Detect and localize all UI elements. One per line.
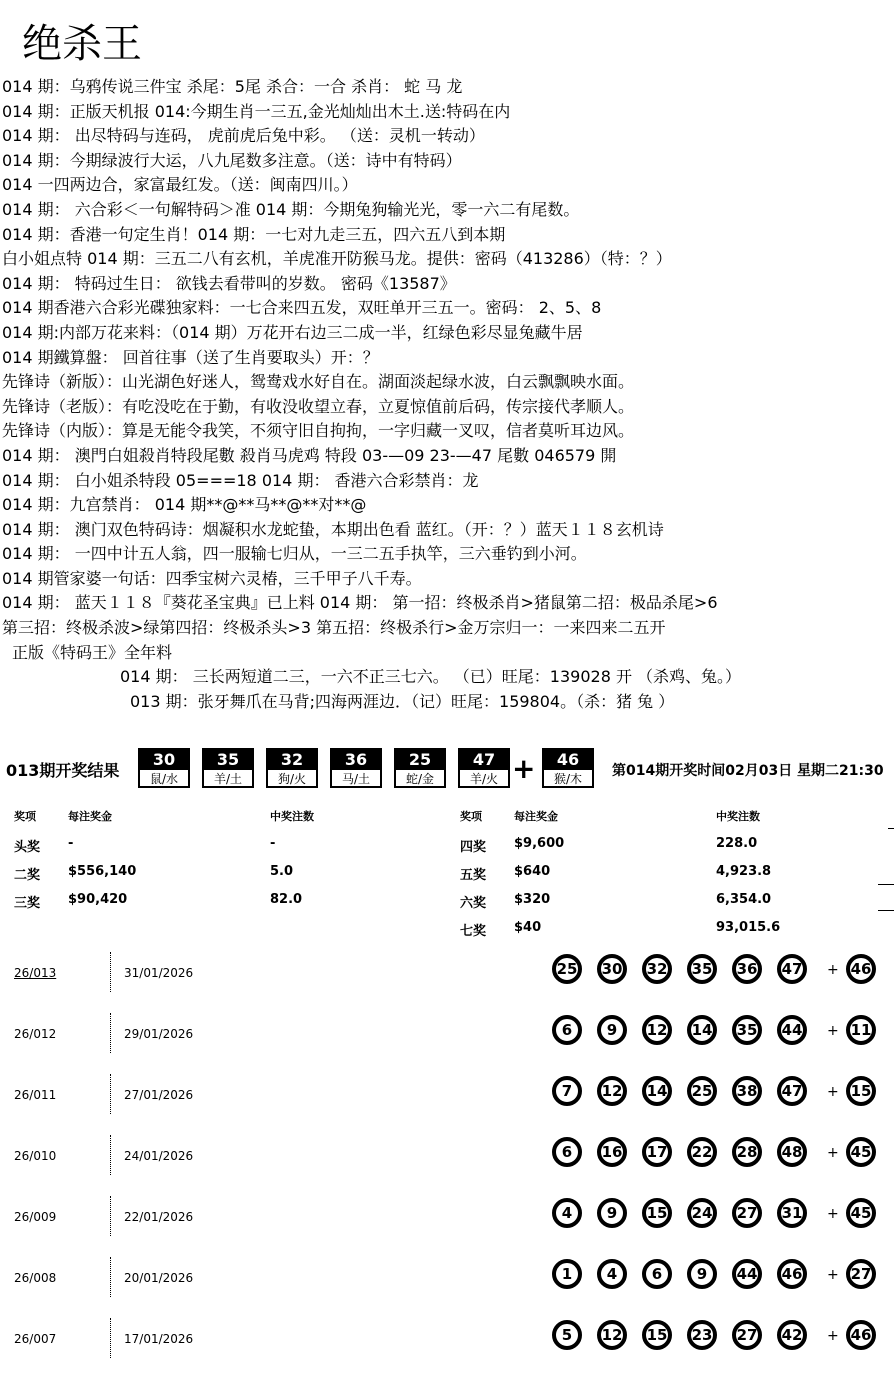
prediction-line: 014 期： 澳門白姐殺肖特段尾數 殺肖马虎鸡 特段 03-—09 23-—47 尾數 046579 開	[2, 445, 617, 465]
prediction-line: 014 期：正版天机报 014:今期生肖一三五,金光灿灿出木土.送:特码在内	[2, 101, 511, 121]
history-special-ball: 45	[846, 1198, 876, 1228]
prize-winners: 228.0	[716, 836, 758, 851]
prediction-line: 先锋诗（新版）：山光湖色好迷人，鸳鸯戏水好自在。湖面淡起绿水波，白云飘飘映水面。	[2, 372, 635, 392]
prize-header-amount: 每注奖金	[514, 810, 558, 823]
draw-ball	[330, 748, 382, 788]
prize-table	[0, 806, 894, 939]
history-issue: 26/010	[14, 1149, 57, 1163]
history-plus: +	[827, 1023, 839, 1039]
draw-ball	[138, 748, 190, 788]
draw-ball	[202, 748, 254, 788]
history-row	[0, 1186, 894, 1246]
history-plus: +	[827, 1267, 839, 1283]
history-ball: 25	[687, 1076, 717, 1106]
history-divider	[110, 952, 111, 992]
ball-number: 47	[460, 750, 508, 770]
prize-level: 四奖	[460, 840, 487, 855]
draw-special-ball	[542, 748, 594, 788]
prediction-line: 014 期鐵算盤： 回首往事（送了生肖要取头）开：？	[2, 347, 379, 367]
history-special-ball: 46	[846, 954, 876, 984]
prediction-line: 014 期：香港一句定生肖！014 期：一七对九走三五，四六五八到本期	[2, 224, 506, 244]
history-plus: +	[827, 1328, 839, 1344]
history-issue: 26/008	[14, 1271, 57, 1285]
prediction-lines	[2, 75, 892, 714]
history-special-ball: 15	[846, 1076, 876, 1106]
history-date: 22/01/2026	[124, 1210, 194, 1224]
history-date: 20/01/2026	[124, 1271, 194, 1285]
history-special-ball: 27	[846, 1259, 876, 1289]
history-ball: 27	[732, 1198, 762, 1228]
history-ball: 32	[642, 954, 672, 984]
prediction-line: 014 期： 三长两短道二三，一六不正三七六。 （已）旺尾：139028 开 （杀鸡、兔。）	[120, 667, 742, 687]
history-date: 27/01/2026	[124, 1088, 194, 1102]
history-ball: 4	[597, 1259, 627, 1289]
history-ball: 6	[552, 1137, 582, 1167]
history-plus: +	[827, 962, 839, 978]
prediction-line: 014 期： 澳门双色特码诗：烟凝积水龙蛇蛰，本期出色看 蓝红。（开：？）蓝天１１８玄机诗	[2, 519, 664, 539]
history-issue[interactable]: 26/013	[14, 966, 57, 980]
prediction-line: 014 期： 六合彩＜一句解特码＞准 014 期：今期兔狗输光光，零一六二有尾数。	[2, 199, 580, 219]
prize-winners: -	[270, 836, 276, 851]
history-ball: 4	[552, 1198, 582, 1228]
history-ball: 46	[777, 1259, 807, 1289]
history-plus: +	[827, 1084, 839, 1100]
divider-tick	[878, 884, 894, 885]
history-ball: 14	[642, 1076, 672, 1106]
history-divider	[110, 1196, 111, 1236]
prediction-line: 014 期:内部万花来料：（014 期）万花开右边三二成一半，红绿色彩尽显兔藏牛居	[2, 322, 583, 342]
history-row	[0, 1003, 894, 1063]
divider-tick	[888, 828, 894, 829]
prediction-line: 先锋诗（内版）：算是无能令我笑，不须守旧自拘拘，一字归藏一叉叹，信者莫听耳边风。	[2, 421, 635, 441]
history-ball: 15	[642, 1320, 672, 1350]
prize-amount: $640	[514, 864, 551, 879]
history-row	[0, 942, 894, 1002]
prediction-line: 014 期香港六合彩光碟独家料：一七合来四五发，双旺单开三五一。密码： 2、5、8	[2, 298, 602, 318]
prediction-line: 014 期：九宫禁肖： 014 期**@**马**@**对**@	[2, 495, 367, 515]
prize-level: 五奖	[460, 868, 487, 883]
history-row	[0, 1125, 894, 1185]
prize-winners: 4,923.8	[716, 864, 772, 879]
history-ball: 36	[732, 954, 762, 984]
prediction-line: 013 期：张牙舞爪在马背;四海两涯边．（记）旺尾：159804。（杀：猪 兔 ）	[130, 691, 675, 711]
history-issue: 26/007	[14, 1332, 57, 1346]
ball-number: 46	[544, 750, 592, 770]
prize-header-amount: 每注奖金	[68, 810, 112, 823]
history-ball: 48	[777, 1137, 807, 1167]
history-plus: +	[827, 1206, 839, 1222]
prediction-line: 先锋诗（老版）：有吃没吃在于勤，有收没收望立春，立夏惊值前后码，传宗接代孝顺人。	[2, 396, 635, 416]
history-date: 29/01/2026	[124, 1027, 194, 1041]
plus-sign: +	[512, 752, 536, 785]
prize-amount: $90,420	[68, 892, 128, 907]
history-ball: 31	[777, 1198, 807, 1228]
draw-ball	[394, 748, 446, 788]
ball-zodiac: 马/土	[341, 772, 371, 786]
history-ball: 14	[687, 1015, 717, 1045]
history-special-ball: 11	[846, 1015, 876, 1045]
draw-result-bar	[0, 748, 894, 792]
history-issue: 26/011	[14, 1088, 57, 1102]
prediction-line: 第三招：终极杀波>绿第四招：终极杀头>3 第五招：终极杀行>金万宗归一：一来四来二五开	[2, 618, 666, 638]
history-ball: 44	[777, 1015, 807, 1045]
history-ball: 17	[642, 1137, 672, 1167]
history-ball: 6	[642, 1259, 672, 1289]
next-draw-time: 第014期开奖时间02月03日 星期二21:30	[612, 763, 884, 779]
history-date: 17/01/2026	[124, 1332, 194, 1346]
prize-header-winners: 中奖注数	[716, 810, 760, 823]
prize-amount: $40	[514, 920, 542, 935]
prediction-line: 014 期： 特码过生日： 欲钱去看带叫的岁数。 密码《13587》	[2, 273, 456, 293]
prediction-line: 014 一四两边合，家富最红发。（送：闽南四川。）	[2, 175, 358, 195]
draw-ball	[458, 748, 510, 788]
page-title: 绝杀王	[22, 21, 142, 67]
prediction-line: 白小姐点特 014 期：三五二八有玄机，羊虎准开防猴马龙。提供：密码（413286）（特：？）	[2, 249, 672, 269]
history-ball: 9	[597, 1198, 627, 1228]
history-divider	[110, 1013, 111, 1053]
prediction-line: 014 期管家婆一句话：四季宝树六灵椿，三千甲子八千寿。	[2, 568, 422, 588]
prize-amount: -	[68, 836, 74, 851]
history-ball: 9	[597, 1015, 627, 1045]
history-ball: 42	[777, 1320, 807, 1350]
history-date: 24/01/2026	[124, 1149, 194, 1163]
prediction-line: 正版《特码王》全年料	[12, 642, 173, 662]
history-ball: 35	[687, 954, 717, 984]
history-special-ball: 46	[846, 1320, 876, 1350]
history-ball: 25	[552, 954, 582, 984]
ball-number: 35	[204, 750, 252, 770]
history-ball: 35	[732, 1015, 762, 1045]
prize-winners: 82.0	[270, 892, 303, 907]
history-ball: 12	[597, 1320, 627, 1350]
history-date: 31/01/2026	[124, 966, 194, 980]
history-ball: 12	[642, 1015, 672, 1045]
history-row	[0, 1247, 894, 1307]
history-row	[0, 1064, 894, 1124]
prediction-line: 014 期：乌鸦传说三件宝 杀尾：5尾 杀合：一合 杀肖： 蛇 马 龙	[2, 77, 463, 96]
prize-level: 七奖	[460, 924, 487, 939]
prediction-line: 014 期： 一四中计五人翁，四一服输七归从，一三二五手执竿，三六垂钓到小河。	[2, 544, 587, 564]
prize-winners: 6,354.0	[716, 892, 772, 907]
prize-level: 二奖	[14, 868, 41, 883]
history-ball: 15	[642, 1198, 672, 1228]
history-divider	[110, 1257, 111, 1297]
prize-level: 头奖	[14, 840, 41, 855]
history-ball: 6	[552, 1015, 582, 1045]
prize-header-level: 奖项	[460, 810, 482, 823]
history-issue: 26/012	[14, 1027, 57, 1041]
history-ball: 1	[552, 1259, 582, 1289]
prize-header-level: 奖项	[14, 810, 36, 823]
ball-zodiac: 羊/土	[213, 772, 243, 786]
ball-zodiac: 狗/火	[277, 772, 307, 786]
history-ball: 30	[597, 954, 627, 984]
ball-zodiac: 鼠/水	[149, 772, 179, 786]
history-ball: 5	[552, 1320, 582, 1350]
ball-number: 25	[396, 750, 444, 770]
history-ball: 47	[777, 1076, 807, 1106]
prize-level: 六奖	[460, 896, 487, 911]
history-ball: 16	[597, 1137, 627, 1167]
history-divider	[110, 1135, 111, 1175]
draw-result-label: 013期开奖结果	[6, 761, 120, 780]
history-ball: 38	[732, 1076, 762, 1106]
prize-amount: $9,600	[514, 836, 565, 851]
ball-number: 32	[268, 750, 316, 770]
draw-ball	[266, 748, 318, 788]
history-ball: 28	[732, 1137, 762, 1167]
ball-zodiac: 猴/木	[553, 772, 583, 786]
prediction-line: 014 期： 白小姐杀特段 05===18 014 期： 香港六合彩禁肖：龙	[2, 470, 479, 490]
ball-zodiac: 蛇/金	[405, 772, 435, 786]
history-plus: +	[827, 1145, 839, 1161]
history-special-ball: 45	[846, 1137, 876, 1167]
history-row	[0, 1308, 894, 1368]
divider-tick	[878, 910, 894, 911]
prediction-line: 014 期：今期绿波行大运，八九尾数多注意。（送：诗中有特码）	[2, 150, 462, 170]
history-ball: 24	[687, 1198, 717, 1228]
prize-level: 三奖	[14, 896, 41, 911]
history-ball: 9	[687, 1259, 717, 1289]
history-ball: 23	[687, 1320, 717, 1350]
history-ball: 7	[552, 1076, 582, 1106]
prize-winners: 5.0	[270, 864, 294, 879]
prize-winners: 93,015.6	[716, 920, 781, 935]
prediction-line: 014 期： 蓝天１１８『葵花圣宝典』已上料 014 期： 第一招：终极杀肖>猪鼠第二招：极品杀尾>6	[2, 593, 718, 613]
history-divider	[110, 1318, 111, 1358]
history-issue: 26/009	[14, 1210, 57, 1224]
prize-amount: $320	[514, 892, 551, 907]
history-ball: 47	[777, 954, 807, 984]
history-ball: 22	[687, 1137, 717, 1167]
history-ball: 27	[732, 1320, 762, 1350]
history-ball: 44	[732, 1259, 762, 1289]
ball-number: 36	[332, 750, 380, 770]
prediction-line: 014 期： 出尽特码与连码， 虎前虎后兔中彩。 （送：灵机一转动）	[2, 126, 485, 146]
prize-header-winners: 中奖注数	[270, 810, 314, 823]
history-divider	[110, 1074, 111, 1114]
history-ball: 12	[597, 1076, 627, 1106]
prize-amount: $556,140	[68, 864, 137, 879]
ball-zodiac: 羊/火	[469, 772, 499, 786]
ball-number: 30	[140, 750, 188, 770]
